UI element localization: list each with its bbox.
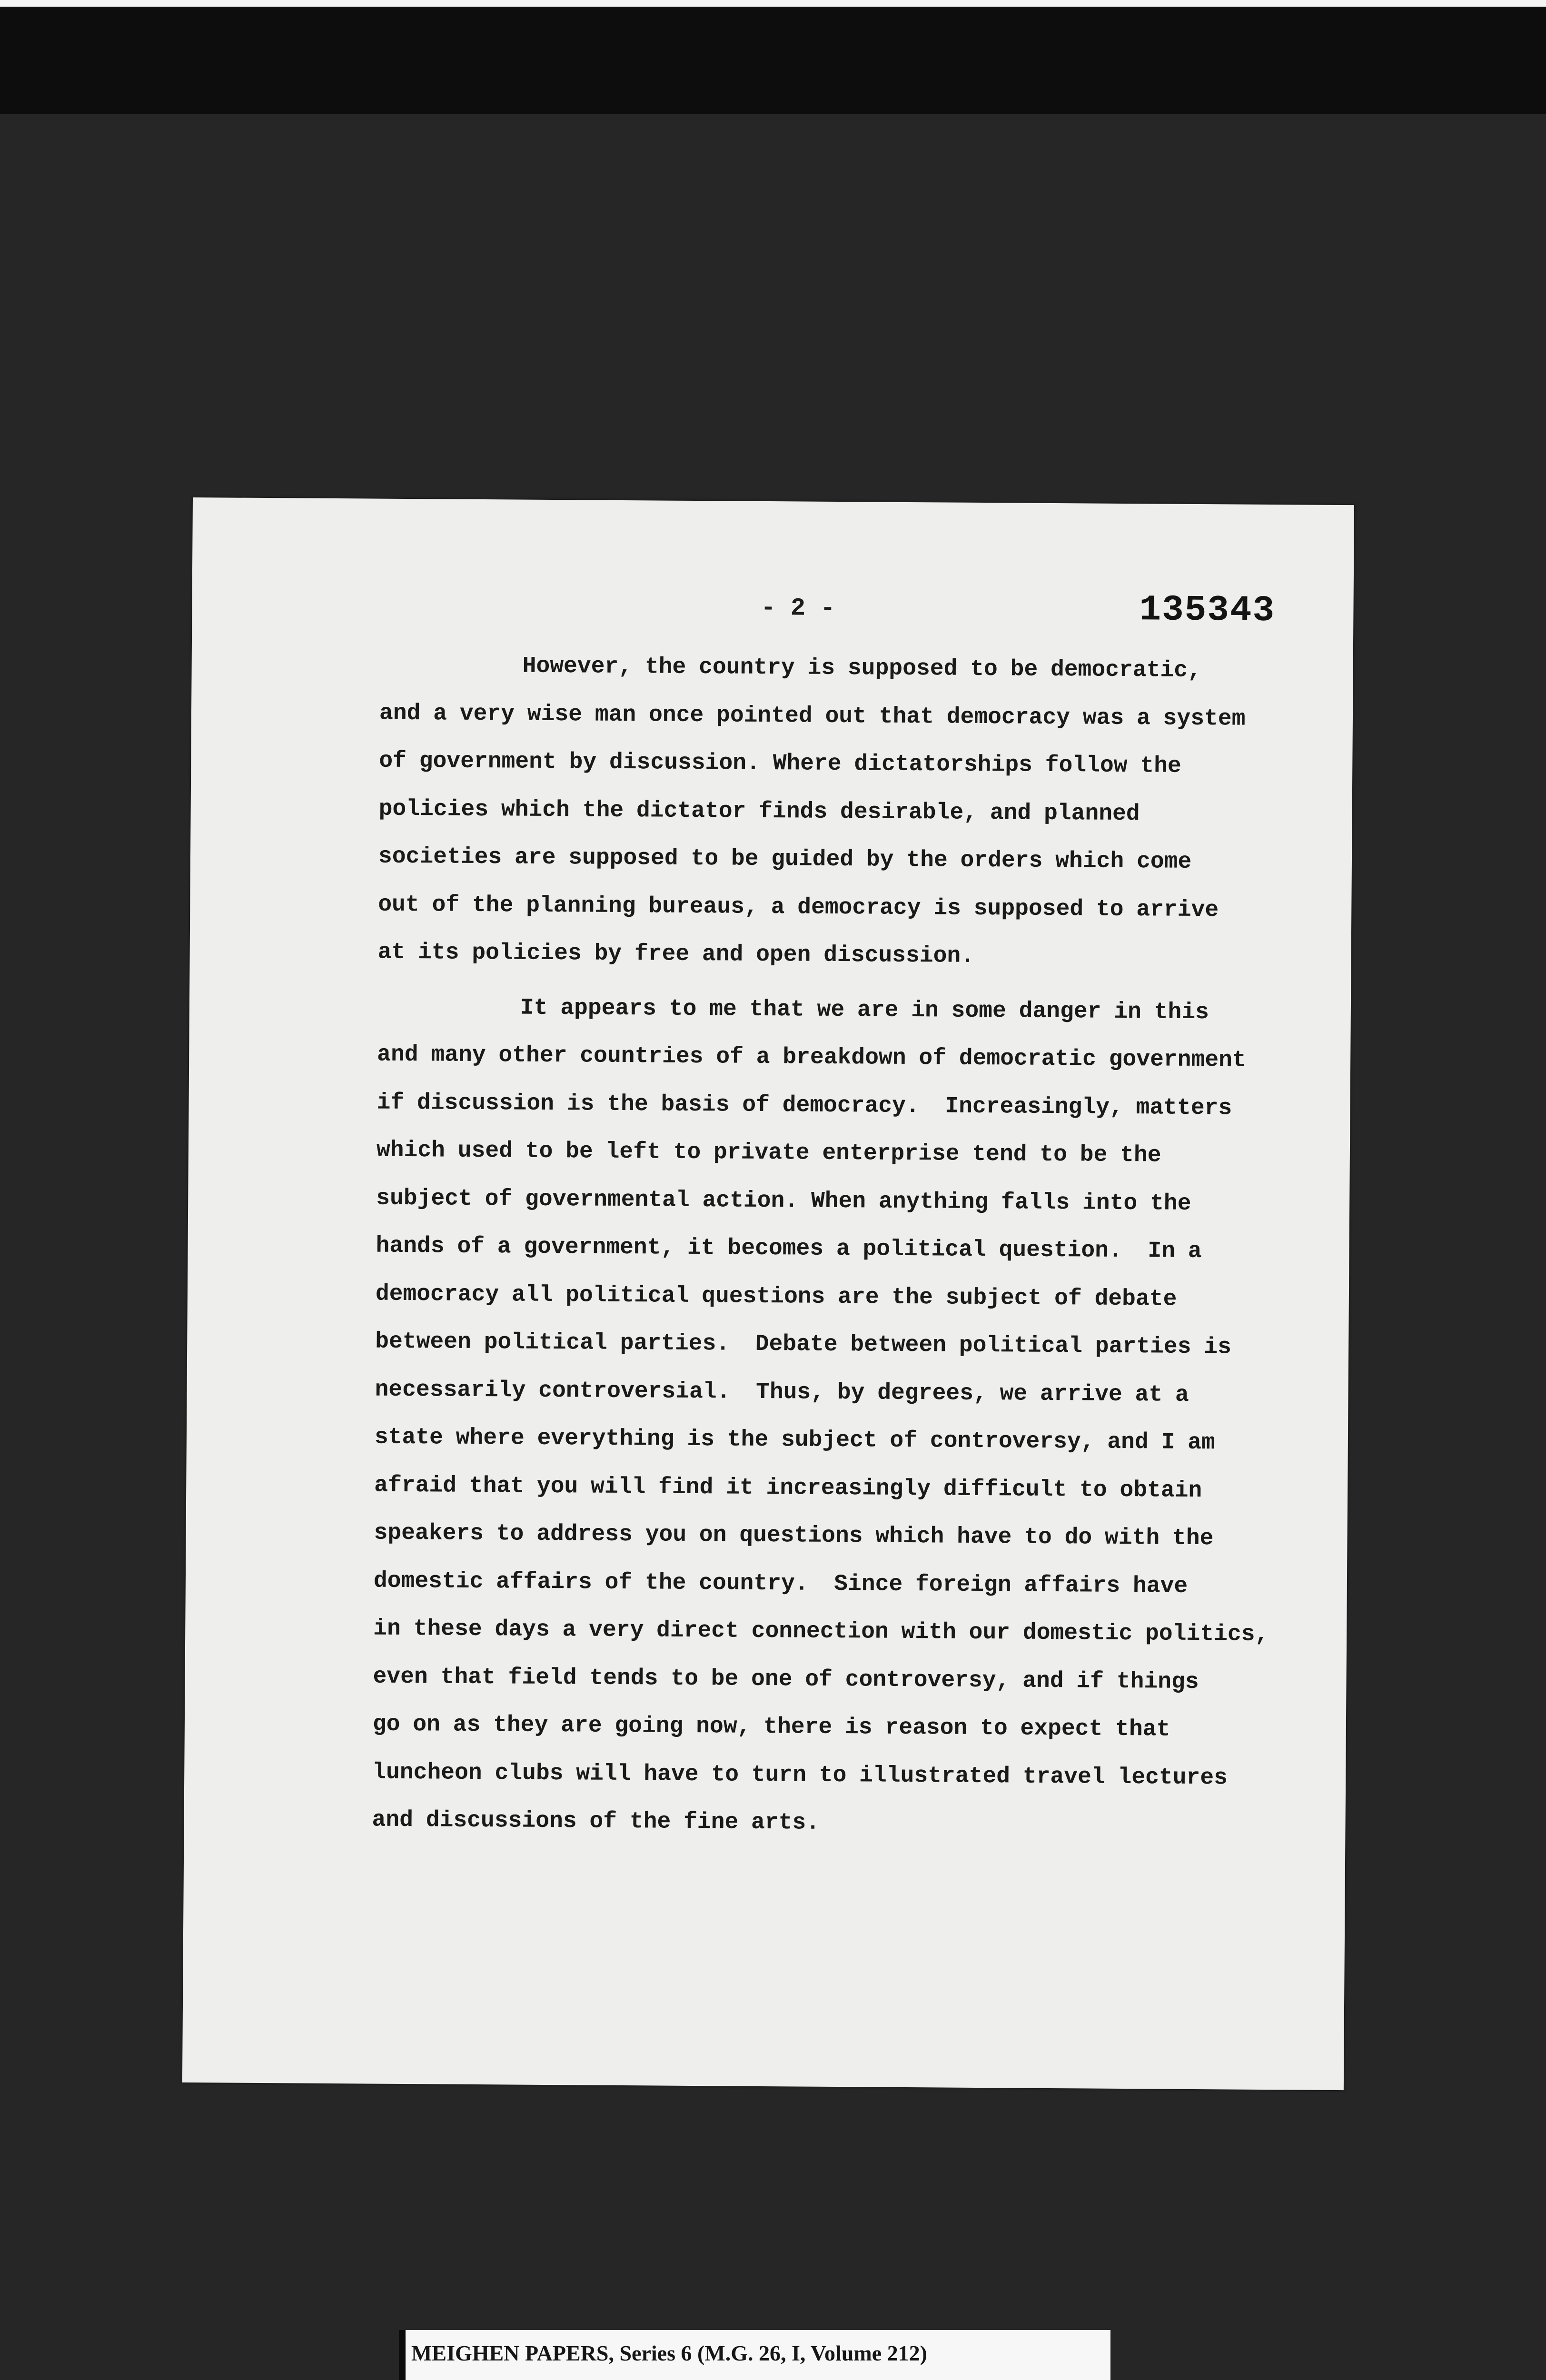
paragraph-1-line: and a very wise man once pointed out that democracy was a system (379, 700, 1246, 732)
page-number: - 2 - (761, 594, 835, 623)
paragraph-2-line: if discussion is the basis of democracy. Increasingly, matters (377, 1090, 1232, 1121)
paragraph-2-line: which used to be left to private enterprise tend to be the (376, 1137, 1161, 1169)
letter-page (182, 497, 1354, 2090)
paragraph-2-line: necessarily controversial. Thus, by degrees, we arrive at a (375, 1377, 1189, 1408)
collection-caption (399, 2330, 1110, 2380)
paragraph-2-line: and many other countries of a breakdown of democratic government (377, 1041, 1246, 1073)
film-top-edge (0, 0, 1546, 7)
caption-text: MEIGHEN PAPERS, Series 6 (M.G. 26, I, Volume 212) (411, 2341, 927, 2365)
document-number: 135343 (1139, 589, 1276, 632)
paragraph-1-line: policies which the dictator finds desirable, and planned (378, 796, 1140, 827)
paragraph-2-line: even that field tends to be one of controversy, and if things (373, 1664, 1199, 1695)
paragraph-1-line: However, the country is supposed to be democratic, (522, 653, 1202, 684)
letter-body (372, 642, 1327, 1851)
paragraph-1-line: societies are supposed to be guided by the orders which come (378, 843, 1192, 875)
paragraph-2-line: state where everything is the subject of controversy, and I am (374, 1424, 1215, 1456)
paragraph-2-line: in these days a very direct connection with our domestic politics, (373, 1616, 1269, 1648)
film-top-band (0, 0, 1546, 114)
paragraph-1-line: at its policies by free and open discussion. (377, 939, 975, 969)
paragraph-2-line: subject of governmental action. When anything falls into the (376, 1185, 1191, 1217)
paragraph-2-line: It appears to me that we are in some danger in this (520, 995, 1209, 1025)
paragraph-2-line: luncheon clubs will have to turn to illustrated travel lectures (372, 1759, 1228, 1791)
paragraph-2-line: go on as they are going now, there is reason to expect that (372, 1711, 1170, 1743)
paragraph-2-line: domestic affairs of the country. Since foreign affairs have (373, 1568, 1188, 1599)
paragraph-2-line: between political parties. Debate between political parties is (375, 1329, 1232, 1360)
paragraph-2-line: and discussions of the fine arts. (372, 1807, 820, 1836)
paragraph-2-line: speakers to address you on questions which have to do with the (374, 1520, 1214, 1552)
paragraph-2-line: hands of a government, it becomes a political question. In a (376, 1233, 1202, 1265)
paragraph-1-line: of government by discussion. Where dictatorships follow the (379, 748, 1181, 779)
paragraph-2-line: democracy all political questions are the subject of debate (375, 1281, 1177, 1312)
paragraph-1-line: out of the planning bureaus, a democracy is supposed to arrive (378, 892, 1219, 923)
paragraph-2-line: afraid that you will find it increasingly difficult to obtain (374, 1472, 1202, 1504)
